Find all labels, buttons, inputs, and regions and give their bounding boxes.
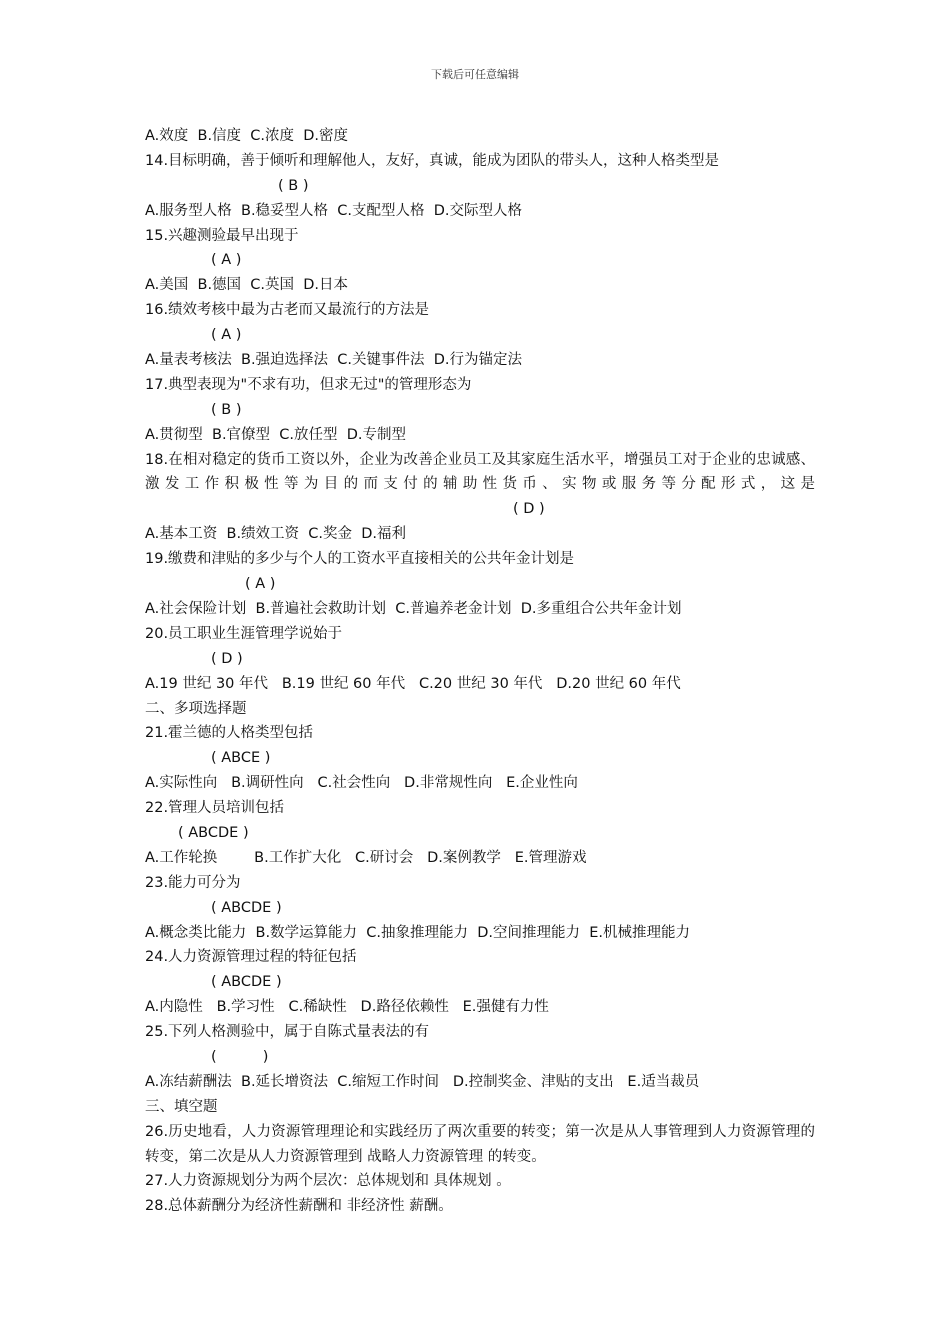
text-line [145, 597, 815, 622]
answer-marker: ( D ) [513, 501, 545, 518]
text-line [145, 945, 815, 970]
line-text: 18.在相对稳定的货币工资以外，企业为改善企业员工及其家庭生活水平，增强员工对于企业的忠诚感、激发工作积极性等为目的而支付的辅助性货币、实物或服务等分配形式，这是 [145, 451, 815, 493]
text-line [145, 896, 815, 921]
text-line [145, 1120, 815, 1170]
line-text: A.量表考核法 B.强迫选择法 C.关键事件法 D.行为锚定法 [145, 352, 522, 369]
text-line [145, 323, 815, 348]
text-line [145, 348, 815, 373]
line-text: A.社会保险计划 B.普遍社会救助计划 C.普遍养老金计划 D.多重组合公共年金计划 [145, 600, 682, 617]
line-text: A.19 世纪 30 年代 B.19 世纪 60 年代 C.20 世纪 30 年代 D.20 世纪 60 年代 [145, 675, 681, 692]
text-line [145, 547, 815, 572]
line-text: ( D ) [211, 650, 243, 667]
text-line [145, 199, 815, 224]
line-text: 21.霍兰德的人格类型包括 [145, 725, 314, 742]
text-line [145, 995, 815, 1020]
text-line [145, 871, 815, 896]
line-text: A.冻结薪酬法 B.延长增资法 C.缩短工作时间 D.控制奖金、津贴的支出 E.适当裁员 [145, 1073, 700, 1090]
line-text: ( ABCE ) [211, 750, 271, 767]
text-line [145, 921, 815, 946]
text-line [145, 846, 815, 871]
line-text: 22.管理人员培训包括 [145, 800, 285, 817]
line-text: ( ABCDE ) [178, 824, 249, 841]
page-header: 下载后可任意编辑 [431, 68, 519, 81]
line-text: 17.典型表现为"不求有功，但求无过"的管理形态为 [145, 376, 472, 393]
text-line [145, 697, 815, 722]
text-line [145, 398, 815, 423]
text-line [145, 647, 815, 672]
line-text: ( ) [211, 1049, 269, 1065]
line-text: 15.兴趣测验最早出现于 [145, 227, 299, 244]
text-line [145, 771, 815, 796]
line-text: 23.能力可分为 [145, 874, 241, 891]
text-line [145, 721, 815, 746]
line-text: 19.缴费和津贴的多少与个人的工资水平直接相关的公共年金计划是 [145, 551, 575, 568]
text-line [145, 298, 815, 323]
line-text: 28.总体薪酬分为经济性薪酬和 非经济性 薪酬。 [145, 1198, 453, 1215]
text-line [145, 124, 815, 149]
line-text: 16.绩效考核中最为古老而又最流行的方法是 [145, 302, 430, 319]
text-line [145, 1020, 815, 1045]
line-text: ( B ) [278, 177, 309, 194]
line-text: 14.目标明确，善于倾听和理解他人，友好，真诚，能成为团队的带头人，这种人格类型是 [145, 152, 720, 169]
text-line [145, 1070, 815, 1095]
text-line [145, 821, 815, 846]
line-text: A.基本工资 B.绩效工资 C.奖金 D.福利 [145, 526, 406, 543]
line-text: A.服务型人格 B.稳妥型人格 C.支配型人格 D.交际型人格 [145, 202, 522, 219]
line-text: ( A ) [211, 252, 242, 269]
text-line [145, 1045, 815, 1070]
line-text: 27.人力资源规划分为两个层次：总体规划和 具体规划 。 [145, 1173, 511, 1190]
line-text: A.概念类比能力 B.数学运算能力 C.抽象推理能力 D.空间推理能力 E.机械推理能力 [145, 924, 690, 941]
line-text: ( ABCDE ) [211, 974, 282, 991]
text-line [145, 796, 815, 821]
text-line [145, 248, 815, 273]
text-line [145, 1095, 815, 1120]
line-text: 20.员工职业生涯管理学说始于 [145, 625, 343, 642]
text-line [145, 622, 815, 647]
line-text: 26.历史地看，人力资源管理理论和实践经历了两次重要的转变；第一次是从人事管理到人力资源管理的转变，第二次是从人力资源管理到 战略人力资源管理 的转变。 [145, 1123, 815, 1165]
line-text: 二、多项选择题 [145, 700, 247, 717]
text-line [145, 1169, 815, 1194]
line-text: A.贯彻型 B.官僚型 C.放任型 D.专制型 [145, 426, 406, 443]
line-text: A.工作轮换 B.工作扩大化 C.研讨会 D.案例教学 E.管理游戏 [145, 849, 587, 866]
line-text: ( ABCDE ) [211, 899, 282, 916]
text-line [145, 448, 815, 523]
text-line [145, 174, 815, 199]
line-text: ( A ) [211, 327, 242, 344]
line-text: A.内隐性 B.学习性 C.稀缺性 D.路径依赖性 E.强健有力性 [145, 999, 549, 1016]
line-text: ( A ) [245, 576, 276, 593]
text-line [145, 423, 815, 448]
text-line [145, 149, 815, 174]
line-text: A.实际性向 B.调研性向 C.社会性向 D.非常规性向 E.企业性向 [145, 775, 578, 792]
line-text: 三、填空题 [145, 1098, 218, 1115]
line-text: 24.人力资源管理过程的特征包括 [145, 949, 357, 966]
text-line [145, 672, 815, 697]
document-body [145, 124, 815, 1219]
text-line [145, 373, 815, 398]
text-line [145, 273, 815, 298]
line-text: 25.下列人格测验中，属于自陈式量表法的有 [145, 1024, 430, 1041]
text-line [145, 572, 815, 597]
text-line [145, 1194, 815, 1219]
line-text: A.效度 B.信度 C.浓度 D.密度 [145, 128, 348, 144]
text-line [145, 224, 815, 249]
text-line [145, 970, 815, 995]
line-text: ( B ) [211, 401, 242, 418]
text-line [145, 522, 815, 547]
text-line [145, 746, 815, 771]
line-text: A.美国 B.德国 C.英国 D.日本 [145, 277, 348, 294]
